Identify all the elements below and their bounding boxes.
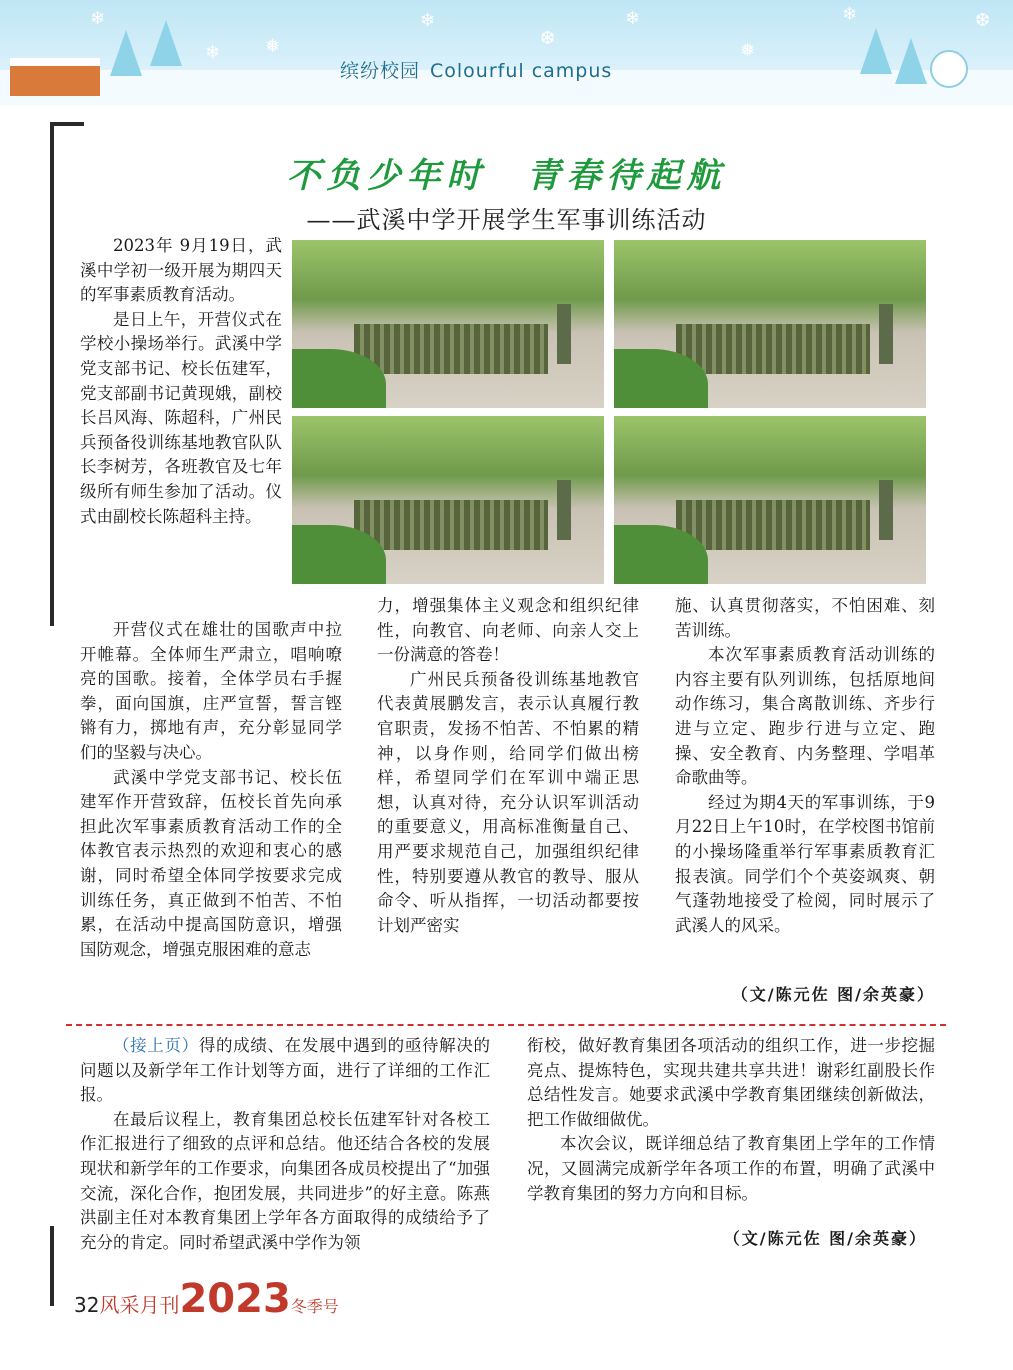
training-photo <box>614 416 926 584</box>
snowflake-icon: ❆ <box>975 10 991 31</box>
section-title-en: Colourful campus <box>430 60 613 82</box>
paragraph: 武溪中学党支部书记、校长伍建军作开营致辞，伍校长首先向承担此次军事素质教育活动工作的全体教官表示热烈的欢迎和衷心的感谢，同时希望全体同学按要求完成训练任务，真正做到不怕苦、不怕累，在活动中提高国防意识，增强国防观念，增强克服困难的意志 <box>80 767 342 959</box>
photo-troops <box>676 500 869 550</box>
snow-house-illustration <box>10 58 100 96</box>
photo-officer <box>879 304 893 364</box>
photo-troops <box>354 500 547 550</box>
photo-officer <box>557 480 571 540</box>
snowflake-icon: ❄ <box>90 8 106 29</box>
paragraph: 广州民兵预备役训练基地教官代表黄展鹏发言，表示认真履行教官职责，发扬不怕苦、不怕累的精神，以身作则，给同学们做出榜样，希望同学们在军训中端正思想，认真对待，充分认识军训活动的重要意义，用高标准衡量自己、用严要求规范自己，加强组织纪律性，特别要遵从教官的教导、服从命令、听从指挥，一切活动都要按计划严密实 <box>377 669 639 935</box>
training-photo <box>614 240 926 408</box>
section-title-cn: 缤纷校园 <box>340 60 421 82</box>
snowflake-icon: ❄ <box>420 10 436 31</box>
snowflake-icon: ❅ <box>265 36 281 57</box>
footer-rule <box>50 1226 54 1306</box>
page-number: 32 <box>74 1293 100 1317</box>
snowman-icon <box>930 50 968 88</box>
corner-bracket-decoration <box>50 122 84 626</box>
paragraph: 力，增强集体主义观念和组织纪律性，向教官、向老师、向亲人交上一份满意的答卷！ <box>377 596 639 665</box>
snowflake-icon: ❄ <box>205 42 221 63</box>
tree-icon <box>110 30 142 76</box>
article-subtitle: ——武溪中学开展学生军事训练活动 <box>306 206 707 234</box>
article-column-2 <box>377 594 639 938</box>
snowflake-icon: ❄ <box>625 8 641 29</box>
issue-season: 冬季号 <box>290 1297 339 1316</box>
paragraph: 本次会议，既详细总结了教育集团上学年的工作情况，又圆满完成新学年各项工作的布置，明确了武溪中学教育集团的努力方向和目标。 <box>527 1134 935 1203</box>
training-photo <box>292 240 604 408</box>
paragraph: 施、认真贯彻落实，不怕困难、刻苦训练。 <box>675 596 935 640</box>
paragraph: 经过为期4天的军事训练，于9月22日上午10时，在学校图书馆前的小操场隆重举行军事素质教育汇报表演。同学们个个英姿飒爽、朝气蓬勃地接受了检阅，同时展示了武溪人的风采。 <box>675 792 935 935</box>
photo-officer <box>879 480 893 540</box>
training-photo <box>292 416 604 584</box>
section-title <box>340 56 612 83</box>
paragraph: 是日上午，开营仪式在学校小操场举行。武溪中学党支部书记、校长伍建军，党支部副书记黄现娥，副校长吕风海、陈超科，广州民兵预备役训练基地教官队队长李树芳，各班教官及七年级所有师生参加了活动。仪式由副校长陈超科主持。 <box>80 309 282 526</box>
snowflake-icon: ❆ <box>540 28 556 49</box>
continued-column-2 <box>527 1034 935 1206</box>
continued-text: 得的成绩、在发展中遇到的亟待解决的问题以及新学年工作计划等方面，进行了详细的工作汇报。 <box>80 1036 491 1105</box>
tree-icon <box>895 38 927 84</box>
continued-marker: （接上页） <box>113 1036 199 1055</box>
paragraph: 在最后议程上，教育集团总校长伍建军针对各校工作汇报进行了细致的点评和总结。他还结合各校的发展现状和新学年的工作要求，向集团各成员校提出了“加强交流，深化合作，抱团发展，共同进步”的好主意。陈燕洪副主任对本教育集团上学年各方面取得的成绩给予了充分的肯定。同时希望武溪中学作为领 <box>80 1109 490 1252</box>
issue-year: 2023 <box>179 1276 291 1322</box>
paragraph <box>80 1034 490 1108</box>
article-credit: （文/陈元佐 图/余英豪） <box>731 985 935 1004</box>
snowflake-icon: ❅ <box>740 40 756 61</box>
photo-troops <box>354 324 547 374</box>
magazine-name: 风采月刊 <box>99 1293 180 1317</box>
paragraph: 衔校，做好教育集团各项活动的组织工作，进一步挖掘亮点、提炼特色，实现共建共享共进！谢彩红副股长作总结性发言。她要求武溪中学教育集团继续创新做法，把工作做细做优。 <box>527 1036 935 1129</box>
photo-officer <box>557 304 571 364</box>
article-column-3 <box>675 594 935 938</box>
article-title: 不负少年时 青春待起航 <box>286 156 727 196</box>
article-column-1-bottom <box>80 618 342 962</box>
continued-column-1 <box>80 1034 490 1255</box>
header-banner <box>0 0 1013 105</box>
footer <box>74 1276 339 1322</box>
paragraph: 本次军事素质教育活动训练的内容主要有队列训练，包括原地间动作练习，集合离散训练、齐步行进与立定、跑步行进与立定、跑操、安全教育、内务整理、学唱革命歌曲等。 <box>675 645 935 788</box>
photo-troops <box>676 324 869 374</box>
snowflake-icon: ❄ <box>842 4 858 25</box>
section-divider <box>66 1024 946 1026</box>
article-column-1-top <box>80 234 282 529</box>
tree-icon <box>150 20 182 66</box>
continued-credit: （文/陈元佐 图/余英豪） <box>723 1229 927 1248</box>
photo-grid <box>292 240 932 584</box>
tree-icon <box>860 28 892 74</box>
paragraph: 开营仪式在雄壮的国歌声中拉开帷幕。全体师生严肃立，唱响嘹亮的国歌。接着，全体学员右手握拳，面向国旗，庄严宣誓，誓言铿锵有力，掷地有声，充分彰显同学们的坚毅与决心。 <box>80 620 342 762</box>
paragraph: 2023年 9月19日，武溪中学初一级开展为期四天的军事素质教育活动。 <box>80 236 282 305</box>
